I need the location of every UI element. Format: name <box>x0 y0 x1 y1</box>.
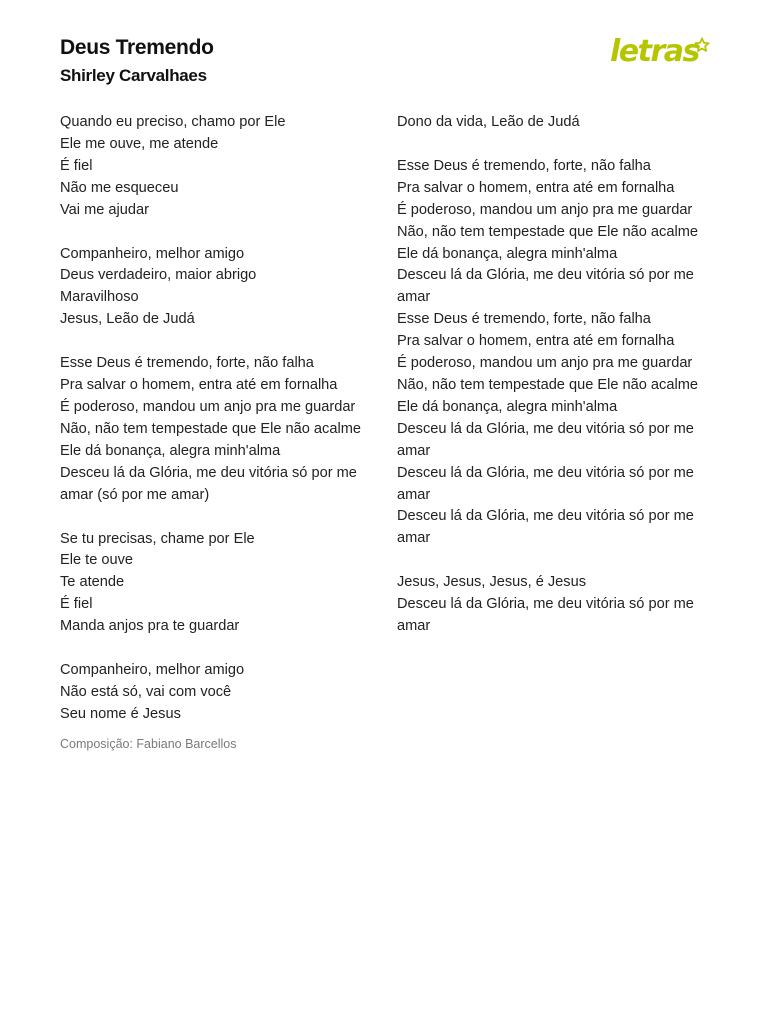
lyrics-stanza <box>397 112 710 134</box>
lyric-line: Ele me ouve, me atende <box>60 135 219 152</box>
lyric-line: Desceu lá da Glória, me deu vitória só por me amar <box>397 267 694 306</box>
lyric-line: Não, não tem tempestade que Ele não acalme <box>397 223 698 240</box>
lyric-line: Pra salvar o homem, entra até em fornalha <box>397 179 675 196</box>
lyric-line: Esse Deus é tremendo, forte, não falha <box>60 355 314 372</box>
lyric-line: Não está só, vai com você <box>60 683 232 700</box>
lyric-line: Desceu lá da Glória, me deu vitória só por me amar <box>397 508 694 547</box>
lyric-line: Dono da vida, Leão de Judá <box>397 114 580 130</box>
lyric-line: É poderoso, mandou um anjo pra me guardar <box>397 201 693 218</box>
lyric-line: Desceu lá da Glória, me deu vitória só por me amar <box>397 420 694 459</box>
lyric-line: Te atende <box>60 574 125 591</box>
lyric-line: É fiel <box>60 596 93 613</box>
lyrics-stanza <box>60 529 380 639</box>
song-title: Deus Tremendo <box>60 36 214 59</box>
artist-name: Shirley Carvalhaes <box>60 66 207 85</box>
star-icon <box>694 37 710 53</box>
lyric-line: Desceu lá da Glória, me deu vitória só por me amar <box>397 596 694 635</box>
lyric-line: Ele te ouve <box>60 552 134 569</box>
lyric-line: É poderoso, mandou um anjo pra me guardar <box>397 355 693 372</box>
lyric-line: Jesus, Leão de Judá <box>60 311 195 328</box>
lyric-line: Pra salvar o homem, entra até em fornalha <box>60 377 338 394</box>
lyric-line: Esse Deus é tremendo, forte, não falha <box>397 311 651 328</box>
lyric-line: Companheiro, melhor amigo <box>60 245 245 262</box>
lyric-line: Desceu lá da Glória, me deu vitória só por me amar (só por me amar) <box>60 464 357 503</box>
lyric-line: Ele dá bonança, alegra minh'alma <box>397 398 618 415</box>
lyrics-stanza <box>60 112 380 222</box>
lyric-line: Se tu precisas, chame por Ele <box>60 530 255 547</box>
lyric-line: Manda anjos pra te guardar <box>60 618 240 635</box>
lyric-line: Ele dá bonança, alegra minh'alma <box>397 245 618 262</box>
lyrics-stanza <box>60 244 380 332</box>
lyric-line: Não, não tem tempestade que Ele não acalme <box>60 420 361 437</box>
lyric-line: Jesus, Jesus, Jesus, é Jesus <box>397 574 586 591</box>
lyric-line: É fiel <box>60 157 93 174</box>
composition-credit: Composição: Fabiano Barcellos <box>60 736 237 751</box>
lyric-line: Maravilhoso <box>60 289 139 306</box>
lyric-line: Companheiro, melhor amigo <box>60 662 245 679</box>
lyric-line: Ele dá bonança, alegra minh'alma <box>60 442 281 459</box>
song-header <box>60 36 710 96</box>
lyrics-column-left <box>60 112 380 753</box>
lyric-line: Não, não tem tempestade que Ele não acalme <box>397 376 698 393</box>
lyric-line: Vai me ajudar <box>60 201 149 218</box>
lyrics-stanza <box>397 572 710 638</box>
lyric-line: Desceu lá da Glória, me deu vitória só por me amar <box>397 464 694 503</box>
lyric-line: É poderoso, mandou um anjo pra me guardar <box>60 398 356 415</box>
lyric-line: Pra salvar o homem, entra até em fornalha <box>397 333 675 350</box>
lyric-line: Quando eu preciso, chamo por Ele <box>60 114 286 130</box>
logo-text: letras <box>610 34 699 69</box>
lyrics-stanza <box>397 156 710 550</box>
lyrics-stanza <box>60 353 380 506</box>
lyrics-column-right <box>397 112 710 660</box>
lyric-line: Não me esqueceu <box>60 179 179 196</box>
lyric-line: Seu nome é Jesus <box>60 705 181 722</box>
letras-logo[interactable] <box>610 36 710 72</box>
lyric-line: Deus verdadeiro, maior abrigo <box>60 267 257 284</box>
lyrics-stanza <box>60 660 380 726</box>
lyric-line: Esse Deus é tremendo, forte, não falha <box>397 157 651 174</box>
